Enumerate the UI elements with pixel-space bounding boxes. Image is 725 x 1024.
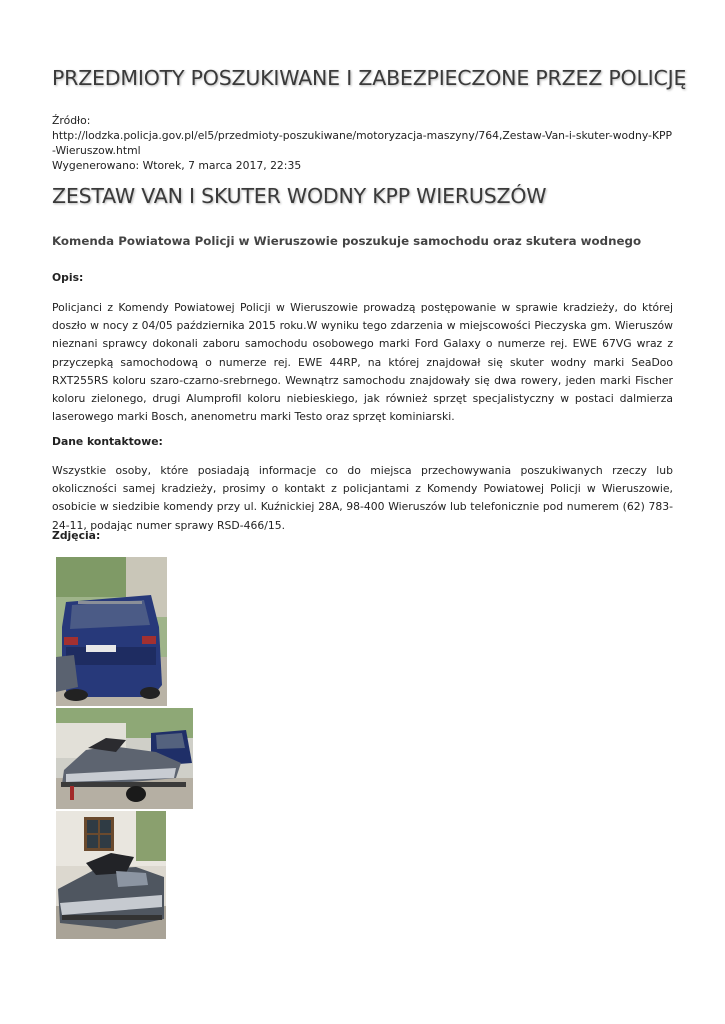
description-text: Policjanci z Komendy Powiatowej Policji w Wieruszowie prowadzą postępowanie w sprawie kradzieży, do której doszło w nocy z 04/05 października 2015 roku.W wyniku tego zdarzenia w miejscowości Pieczyska gm. Wieruszów nieznani sprawcy dokonali zaboru samochodu osobowego marki Ford Galaxy o numerze rej. EWE 67VG wraz z przyczepką samochodową o numerze rej. EWE 44RP, na której znajdował się skuter wodny marki SeaDoo RXT255RS koloru szaro-czarno-srebrnego. Wewnątrz samochodu znajdowały się dwa rowery, jeden marki Fischer koloru zielonego, drugi Alumprofil koloru niebieskiego, jak również sprzęt specjalistyczny w postaci dalmierza laserowego marki Bosch, anenometru marki Testo oraz sprzęt kominiarski. [52, 301, 673, 424]
description-label: Opis: [52, 271, 84, 284]
document-header-title: PRZEDMIOTY POSZUKIWANE I ZABEZPIECZONE PRZEZ POLICJĘ [52, 66, 687, 90]
source-meta [52, 113, 673, 173]
article-subtitle: Komenda Powiatowa Policji w Wieruszowie poszukuje samochodu oraz skutera wodnego [52, 234, 642, 248]
blue-van-photo[interactable] [56, 557, 167, 706]
source-url[interactable]: http://lodzka.policja.gov.pl/el5/przedmioty-poszukiwane/motoryzacja-maszyny/764,Zestaw-Van-i-skuter-wodny-KPP-Wieruszow.html [52, 129, 673, 157]
generated-date: Wygenerowano: Wtorek, 7 marca 2017, 22:35 [52, 159, 302, 172]
contact-text: Wszystkie osoby, które posiadają informacje co do miejsca przechowywania poszukiwanych rzeczy lub okoliczności samej kradzieży, prosimy o kontakt z policjantami z Komendy Powiatowej Policji w Wieruszowie, osobicie w siedzibie komendy przy ul. Kuźnickiej 28A, 98-400 Wieruszów lub telefonicznie pod numerem (62) 783-24-11, podając numer sprawy RSD-466/15. [52, 464, 673, 532]
jet-ski-front-photo[interactable] [56, 811, 166, 939]
jet-ski-trailer-photo[interactable] [56, 708, 193, 809]
photos-label: Zdjęcia: [52, 529, 101, 542]
source-label: Źródło: [52, 114, 91, 127]
contact-label: Dane kontaktowe: [52, 435, 163, 448]
article-title: ZESTAW VAN I SKUTER WODNY KPP WIERUSZÓW [52, 184, 547, 208]
